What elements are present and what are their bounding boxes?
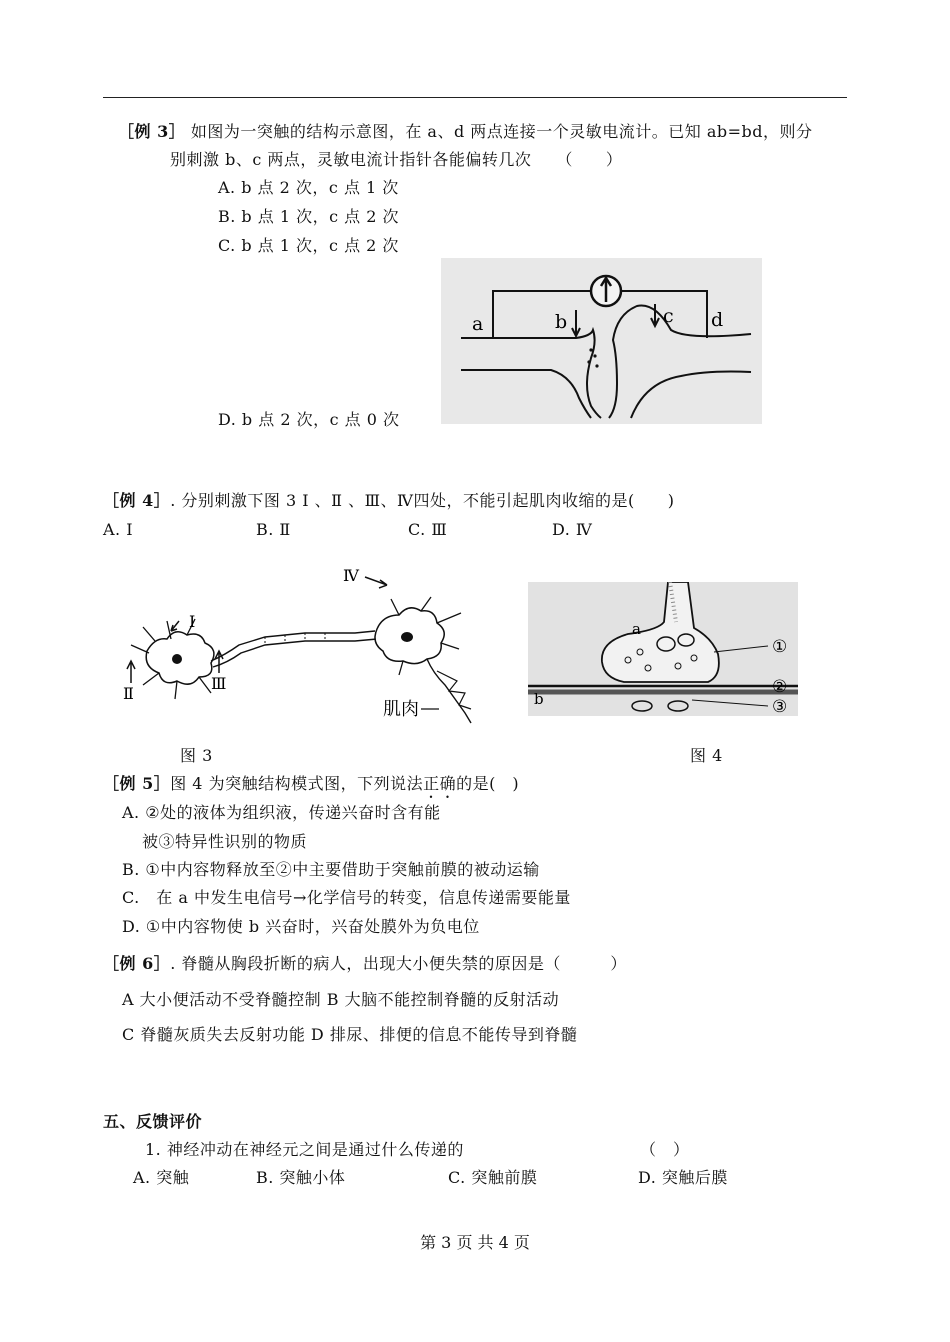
neuron-2-nucleus	[401, 632, 413, 642]
figure-4-synapse	[528, 582, 798, 716]
example-6-options-cd: C 脊髓灰质失去反射功能 D 排尿、排便的信息不能传导到脊髓	[122, 1025, 578, 1044]
vesicle	[589, 348, 592, 351]
example-5-stem-pre: 图 4 为突触结构模式图，下列说法	[170, 774, 424, 793]
fig4-label-b: b	[534, 690, 544, 708]
example-3-question	[118, 122, 813, 142]
example-3-option-a: A. b 点 2 次，c 点 1 次	[218, 178, 399, 197]
fig4-label-3: ③	[772, 697, 788, 716]
example-4-option-d: D. Ⅳ	[552, 520, 593, 539]
example-3-option-b: B. b 点 1 次，c 点 2 次	[218, 207, 400, 226]
example-4-stem: . 分别刺激下图 3 Ⅰ 、Ⅱ 、Ⅲ、Ⅳ四处，不能引起肌肉收缩的是( )	[170, 491, 675, 510]
axon-myelin	[265, 633, 325, 645]
example-3-stem-line1: 如图为一突触的结构示意图，在 a、d 两点连接一个灵敏电流计。已知 ab=bd，则分	[190, 122, 813, 141]
section-5-option-c: C. 突触前膜	[448, 1168, 538, 1187]
figure-3-neurons	[115, 563, 475, 733]
example-5-tag: ［例 5］	[103, 774, 171, 793]
arrow-IV-icon	[365, 577, 387, 588]
fig4-label-a: a	[632, 620, 641, 638]
example-6-stem: . 脊髓从胸段折断的病人，出现大小便失禁的原因是（ ）	[170, 954, 627, 973]
figure-label-a: a	[472, 313, 484, 335]
header-rule	[103, 97, 847, 98]
section-5-q1-paren: （ ）	[640, 1140, 690, 1159]
arrow-III-icon	[215, 651, 223, 673]
vesicle	[595, 364, 598, 367]
label-I: Ⅰ	[189, 612, 196, 631]
example-5-question	[103, 774, 519, 802]
label-II: Ⅱ	[123, 684, 134, 703]
figure-label-d: d	[711, 309, 724, 331]
example-5-option-a-line2: 被③特异性识别的物质	[142, 832, 308, 851]
example-3-tag: ［例 3］	[118, 122, 186, 141]
example-5-option-a-line1: A. ②处的液体为组织液，传递兴奋时含有能	[122, 803, 441, 822]
example-5-option-c: C. 在 a 中发生电信号→化学信号的转变，信息传递需要能量	[122, 888, 571, 907]
neuron-1-nucleus	[172, 654, 182, 664]
fig4-label-1: ①	[772, 637, 788, 657]
example-3-stem-line2: 别刺激 b、c 两点，灵敏电流计指针各能偏转几次 （ ）	[170, 150, 623, 169]
fig4-label-2: ②	[772, 677, 788, 697]
example-6-question	[103, 954, 627, 974]
example-3-option-d: D. b 点 2 次，c 点 0 次	[218, 410, 400, 429]
vesicle	[587, 360, 590, 363]
section-5-option-d: D. 突触后膜	[638, 1168, 728, 1187]
example-5-option-b: B. ①中内容物释放至②中主要借助于突触前膜的被动运输	[122, 860, 540, 879]
figure-label-b: b	[555, 311, 568, 333]
example-4-tag: ［例 4］	[103, 491, 171, 510]
example-6-options-ab: A 大小便活动不受脊髓控制 B 大脑不能控制脊髓的反射活动	[122, 990, 560, 1009]
label-muscle: 肌肉	[383, 699, 419, 720]
example-5-option-d: D. ①中内容物使 b 兴奋时，兴奋处膜外为负电位	[122, 917, 480, 936]
example-4-question	[103, 491, 675, 511]
axon-lower	[213, 639, 377, 667]
arrow-II-icon	[127, 661, 135, 683]
arrow-I-icon	[171, 621, 179, 631]
section-5-option-b: B. 突触小体	[256, 1168, 346, 1187]
figure-3-caption: 图 3	[180, 746, 213, 765]
section-5-title: 五、反馈评价	[103, 1112, 203, 1131]
page-footer: 第 3 页 共 4 页	[420, 1233, 530, 1252]
example-4-option-b: B. Ⅱ	[256, 520, 291, 539]
example-4-option-a: A. Ⅰ	[103, 520, 134, 539]
muscle-fibers	[437, 671, 471, 709]
example-5-stem-post: 的是( )	[456, 774, 520, 793]
synapse-galvanometer-figure	[441, 258, 762, 424]
section-5-q1: 1. 神经冲动在神经元之间是通过什么传递的	[145, 1140, 464, 1159]
label-III: Ⅲ	[211, 674, 227, 693]
example-6-tag: ［例 6］	[103, 954, 171, 973]
label-IV: Ⅳ	[343, 566, 359, 585]
example-5-stem-emphasis: 正确	[423, 774, 457, 793]
figure-4-caption: 图 4	[690, 746, 723, 765]
example-4-option-c: C. Ⅲ	[408, 520, 448, 539]
vesicle	[593, 354, 596, 357]
section-5-option-a: A. 突触	[133, 1168, 190, 1187]
example-3-option-c: C. b 点 1 次，c 点 2 次	[218, 236, 399, 255]
figure-label-c: c	[663, 305, 674, 327]
